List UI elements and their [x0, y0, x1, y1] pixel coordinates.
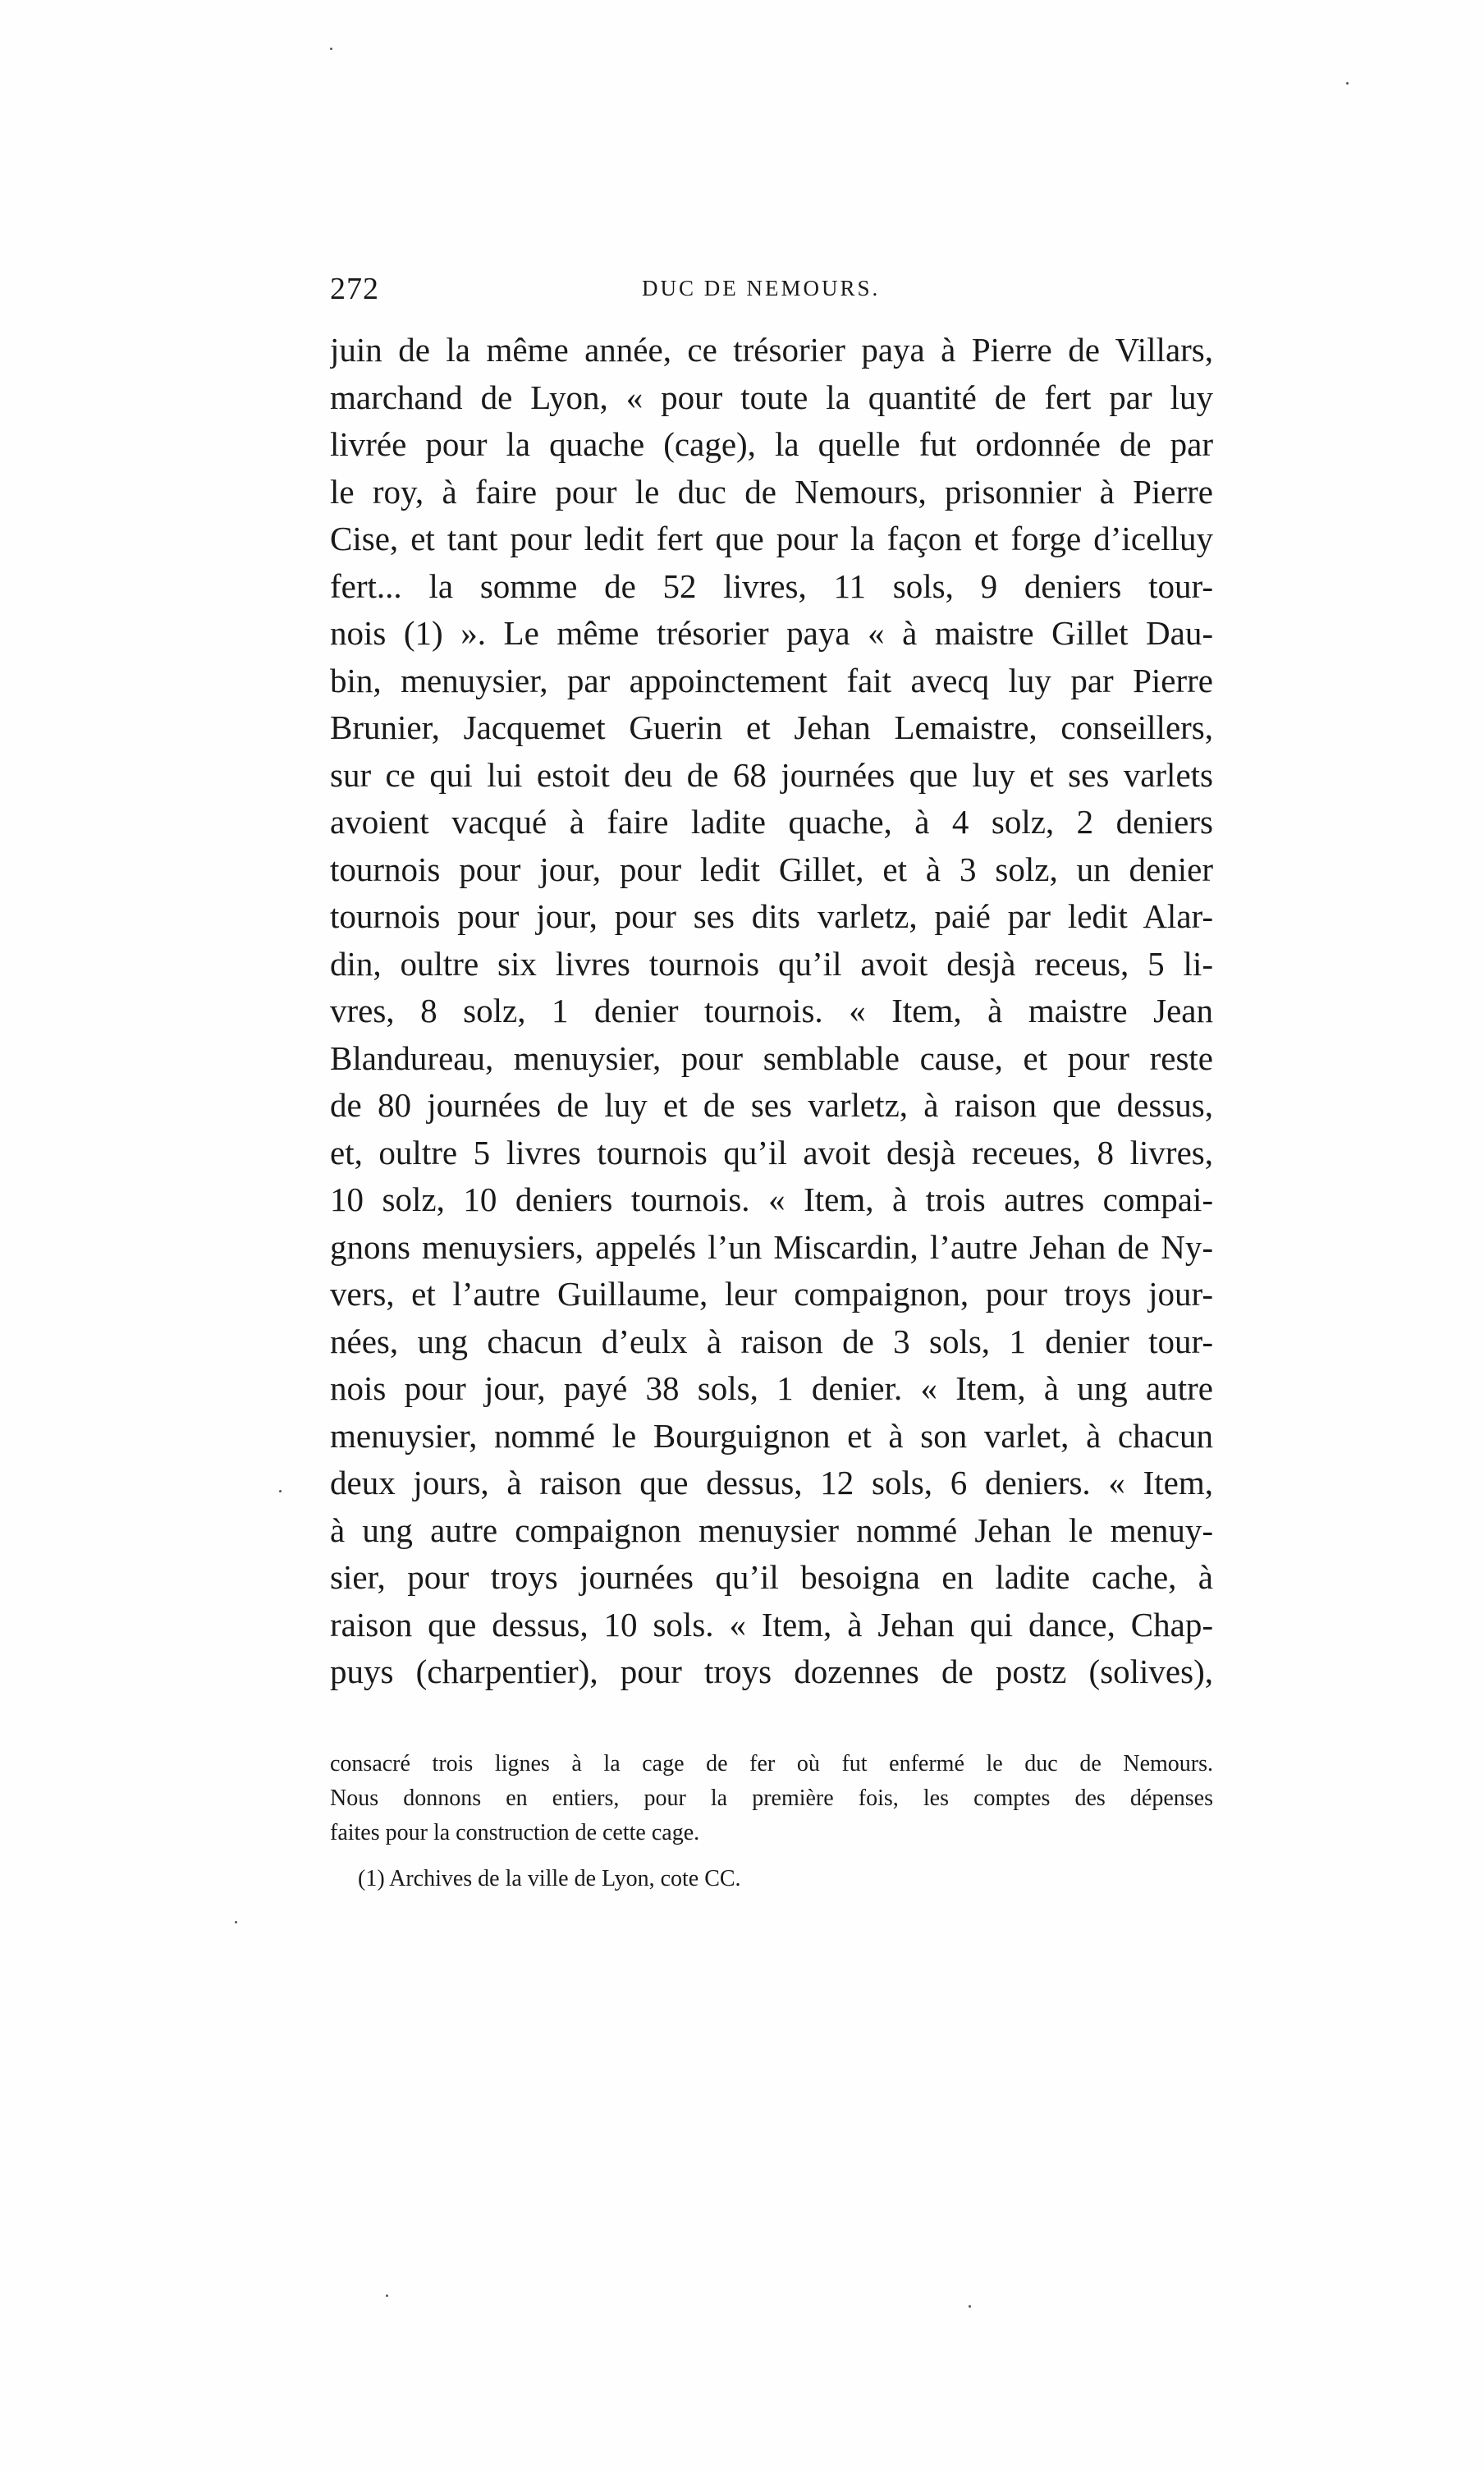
- page-number: 272: [330, 272, 379, 306]
- running-title: DUC DE NEMOURS.: [642, 276, 881, 300]
- text-line: nois pour jour, payé 38 sols, 1 denier. « Item, à ung autre: [330, 1369, 1213, 1407]
- text-line: deux jours, à raison que dessus, 12 sols, 6 deniers. « Item,: [330, 1464, 1213, 1501]
- text-line: et, oultre 5 livres tournois qu’il avoit desjà receues, 8 livres,: [330, 1133, 1213, 1171]
- running-header: [330, 271, 1213, 312]
- footnote-1: (1) Archives de la ville de Lyon, cote CC.: [358, 1866, 741, 1891]
- text-line: nois (1) ». Le même trésorier paya « à maistre Gillet Dau-: [330, 614, 1213, 652]
- text-line: menuysier, nommé le Bourguignon et à son varlet, à chacun: [330, 1416, 1213, 1455]
- text-line: livrée pour la quache (cage), la quelle fut ordonnée de par: [330, 425, 1213, 463]
- paper-speck: [279, 1490, 282, 1492]
- text-line: vers, et l’autre Guillaume, leur compaignon, pour troys jour-: [330, 1275, 1213, 1313]
- text-line: tournois pour jour, pour ses dits varletz, paié par ledit Alar-: [330, 897, 1213, 935]
- paper-speck: [386, 2294, 388, 2297]
- footnotes: [330, 1747, 1213, 1896]
- text-line: Blandureau, menuysier, pour semblable cause, et pour reste: [330, 1038, 1213, 1077]
- paper-speck: [235, 1921, 237, 1923]
- text-line: raison que dessus, 10 sols. « Item, à Jehan qui dance, Chap-: [330, 1605, 1213, 1644]
- text-line: puys (charpentier), pour troys dozennes de postz (solives),: [330, 1653, 1213, 1690]
- text-line: Cise, et tant pour ledit fert que pour la façon et forge d’icelluy: [330, 520, 1213, 557]
- text-line: à ung autre compaignon menuysier nommé Jehan le menuy-: [330, 1511, 1213, 1549]
- text-line: bin, menuysier, par appoinctement fait avecq luy par Pierre: [330, 661, 1213, 699]
- footnote-continuation-line: Nous donnons en entiers, pour la première fois, les comptes des dépenses: [330, 1786, 1213, 1811]
- text-line: le roy, à faire pour le duc de Nemours, prisonnier à Pierre: [330, 472, 1213, 511]
- text-line: tournois pour jour, pour ledit Gillet, et à 3 solz, un denier: [330, 850, 1213, 888]
- text-line: avoient vacqué à faire ladite quache, à 4 solz, 2 deniers: [330, 803, 1213, 841]
- paper-speck: [1346, 82, 1349, 85]
- footnote-continuation-line: faites pour la construction de cette cage.: [330, 1820, 700, 1845]
- text-line: gnons menuysiers, appelés l’un Miscardin, l’autre Jehan de Ny-: [330, 1227, 1213, 1266]
- main-text: [330, 327, 1213, 1696]
- text-line: sur ce qui lui estoit deu de 68 journées que luy et ses varlets: [330, 755, 1213, 794]
- paper-speck: [330, 48, 332, 50]
- text-line: nées, ung chacun d’eulx à raison de 3 sols, 1 denier tour-: [330, 1322, 1213, 1360]
- text-line: 10 solz, 10 deniers tournois. « Item, à trois autres compai-: [330, 1180, 1213, 1218]
- text-line: Brunier, Jacquemet Guerin et Jehan Lemaistre, conseillers,: [330, 708, 1213, 746]
- text-line: fert... la somme de 52 livres, 11 sols, 9 deniers tour-: [330, 566, 1213, 605]
- text-line: din, oultre six livres tournois qu’il avoit desjà receus, 5 li-: [330, 944, 1213, 983]
- text-line: vres, 8 solz, 1 denier tournois. « Item, à maistre Jean: [330, 992, 1213, 1029]
- footnote-continuation-line: consacré trois lignes à la cage de fer où fut enfermé le duc de Nemours.: [330, 1751, 1213, 1776]
- text-line: de 80 journées de luy et de ses varletz, à raison que dessus,: [330, 1086, 1213, 1124]
- text-line: sier, pour troys journées qu’il besoigna en ladite cache, à: [330, 1558, 1213, 1596]
- paper-speck: [969, 2305, 971, 2308]
- text-line: marchand de Lyon, « pour toute la quantité de fert par luy: [330, 378, 1213, 416]
- text-line: juin de la même année, ce trésorier paya à Pierre de Villars,: [330, 331, 1213, 369]
